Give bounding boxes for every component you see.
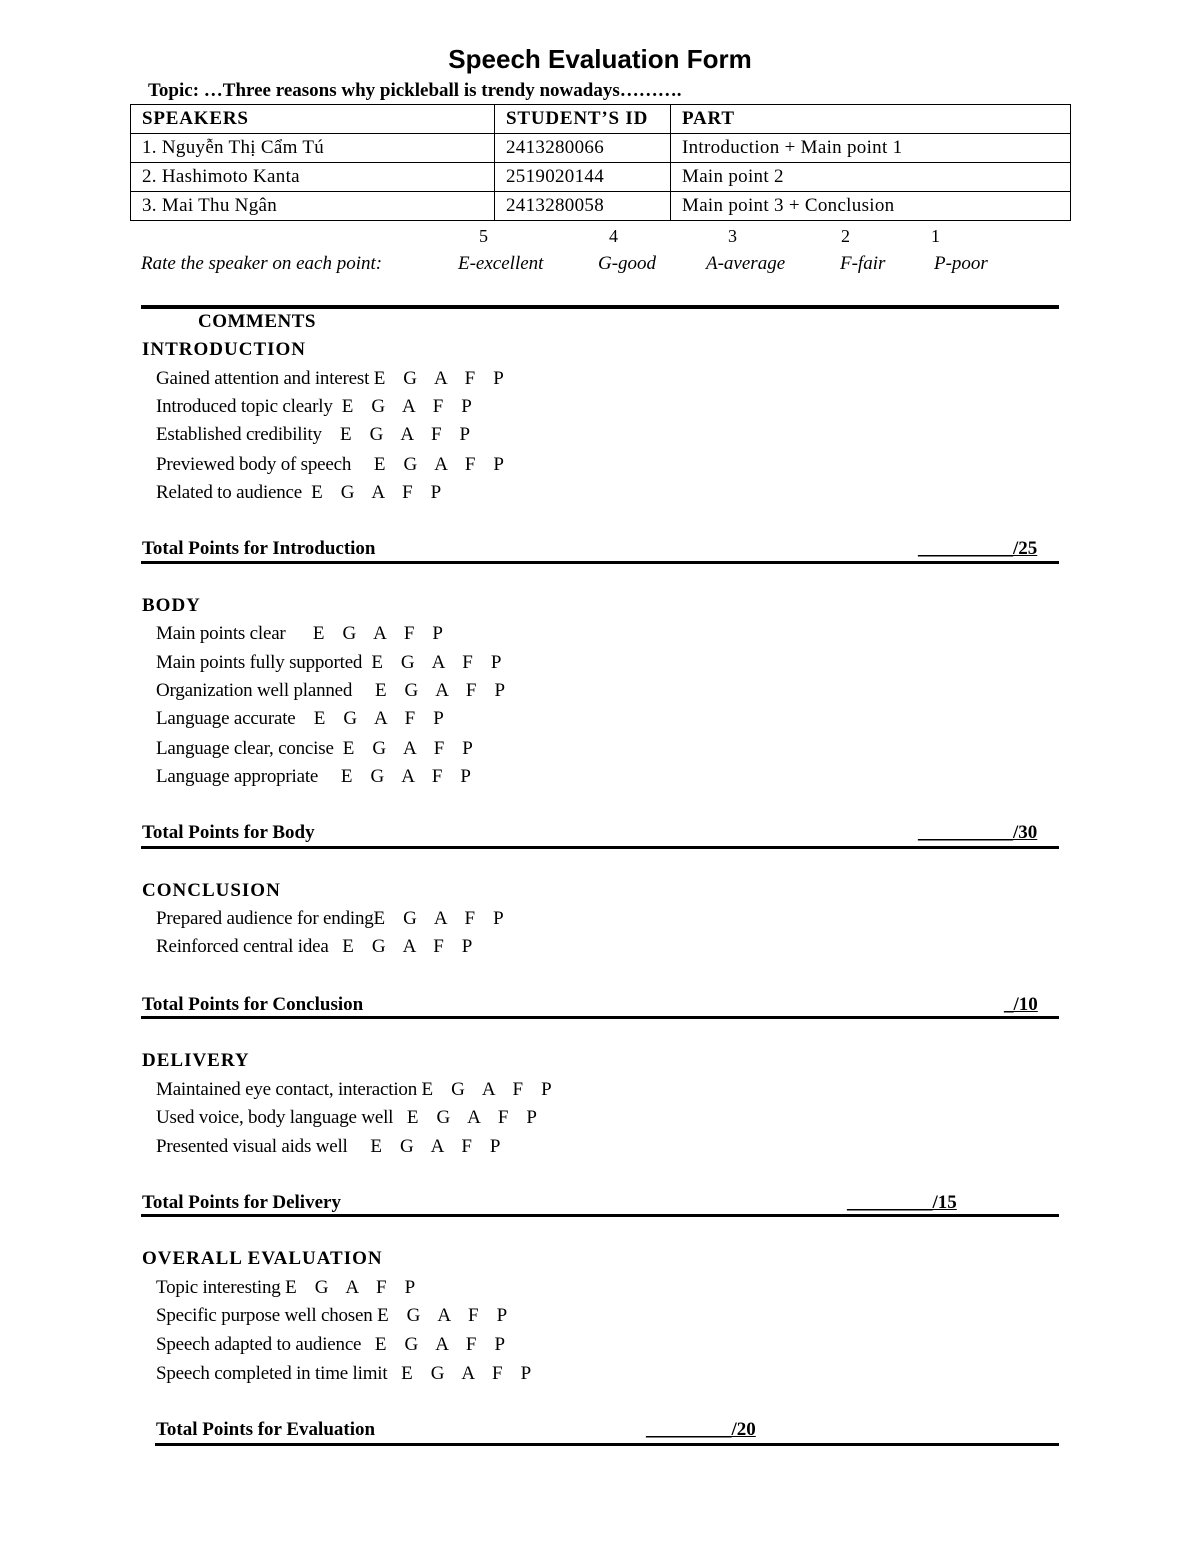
speaker-part: Main point 2 bbox=[671, 163, 1071, 192]
speaker-name: 1. Nguyễn Thị Cẩm Tú bbox=[131, 134, 495, 163]
rating-item: Maintained eye contact, interaction E G A F P bbox=[156, 1079, 552, 1100]
divider bbox=[141, 305, 1059, 309]
score-introduction: __________/25 bbox=[918, 538, 1038, 559]
table-row bbox=[131, 134, 1071, 163]
rating-item: Specific purpose well chosen E G A F P bbox=[156, 1305, 507, 1326]
rating-item: Reinforced central idea E G A F P bbox=[156, 936, 473, 957]
rating-item: Organization well planned E G A F P bbox=[156, 680, 505, 701]
total-label-delivery: Total Points for Delivery bbox=[142, 1192, 341, 1213]
rating-item: Main points clear E G A F P bbox=[156, 623, 443, 644]
rating-item: Speech adapted to audience E G A F P bbox=[156, 1334, 505, 1355]
comments-label: COMMENTS bbox=[198, 311, 316, 332]
section-heading-conclusion: CONCLUSION bbox=[142, 880, 281, 901]
speaker-name: 3. Mai Thu Ngân bbox=[131, 192, 495, 221]
section-heading-introduction: INTRODUCTION bbox=[142, 339, 307, 360]
divider bbox=[141, 561, 1059, 564]
rating-item: Introduced topic clearly E G A F P bbox=[156, 396, 472, 417]
speaker-part: Main point 3 + Conclusion bbox=[671, 192, 1071, 221]
rating-item: Related to audience E G A F P bbox=[156, 482, 442, 503]
scale-number-1: 1 bbox=[931, 226, 940, 246]
rating-item: Presented visual aids well E G A F P bbox=[156, 1136, 501, 1157]
rating-item: Established credibility E G A F P bbox=[156, 424, 470, 445]
score-delivery: _________/15 bbox=[847, 1192, 957, 1213]
rating-item: Gained attention and interest E G A F P bbox=[156, 368, 504, 389]
rating-item: Language clear, concise E G A F P bbox=[156, 738, 473, 759]
student-id: 2413280066 bbox=[495, 134, 671, 163]
scale-label-fair: F-fair bbox=[840, 253, 886, 274]
total-label-body: Total Points for Body bbox=[142, 822, 315, 843]
speaker-name: 2. Hashimoto Kanta bbox=[131, 163, 495, 192]
scale-number-5: 5 bbox=[479, 226, 488, 246]
score-conclusion: _/10 bbox=[1004, 994, 1038, 1015]
table-row bbox=[131, 192, 1071, 221]
rating-item: Topic interesting E G A F P bbox=[156, 1277, 415, 1298]
section-heading-overall: OVERALL EVALUATION bbox=[142, 1248, 383, 1269]
speaker-part: Introduction + Main point 1 bbox=[671, 134, 1071, 163]
divider bbox=[141, 1214, 1059, 1217]
scale-label-excellent: E-excellent bbox=[458, 253, 544, 274]
header-speakers: SPEAKERS bbox=[131, 105, 495, 134]
scale-prompt: Rate the speaker on each point: bbox=[141, 253, 383, 274]
scale-number-3: 3 bbox=[728, 226, 737, 246]
scale-number-4: 4 bbox=[609, 226, 618, 246]
scale-label-good: G-good bbox=[598, 253, 657, 274]
rating-item: Previewed body of speech E G A F P bbox=[156, 454, 504, 475]
divider bbox=[141, 846, 1059, 849]
rating-item: Speech completed in time limit E G A F P bbox=[156, 1363, 531, 1384]
rating-item: Language accurate E G A F P bbox=[156, 708, 444, 729]
form-title: Speech Evaluation Form bbox=[448, 44, 752, 74]
total-label-introduction: Total Points for Introduction bbox=[142, 538, 376, 559]
student-id: 2519020144 bbox=[495, 163, 671, 192]
score-evaluation: _________/20 bbox=[646, 1419, 756, 1440]
rating-item: Language appropriate E G A F P bbox=[156, 766, 471, 787]
score-body: __________/30 bbox=[918, 822, 1038, 843]
scale-label-poor: P-poor bbox=[934, 253, 988, 274]
table-header-row bbox=[131, 105, 1071, 134]
scale-number-2: 2 bbox=[841, 226, 850, 246]
total-label-conclusion: Total Points for Conclusion bbox=[142, 994, 364, 1015]
student-id: 2413280058 bbox=[495, 192, 671, 221]
divider bbox=[155, 1443, 1059, 1446]
scale-label-average: A-average bbox=[706, 253, 786, 274]
divider bbox=[141, 1016, 1059, 1019]
speakers-table bbox=[130, 104, 1071, 221]
rating-item: Used voice, body language well E G A F P bbox=[156, 1107, 537, 1128]
rating-item: Prepared audience for endingE G A F P bbox=[156, 908, 504, 929]
section-heading-delivery: DELIVERY bbox=[142, 1050, 250, 1071]
topic-line: Topic: …Three reasons why pickleball is trendy nowadays………. bbox=[148, 80, 682, 101]
section-heading-body: BODY bbox=[142, 595, 201, 616]
header-student-id: STUDENT’S ID bbox=[495, 105, 671, 134]
table-row bbox=[131, 163, 1071, 192]
header-part: PART bbox=[671, 105, 1071, 134]
total-label-evaluation: Total Points for Evaluation bbox=[156, 1419, 376, 1440]
rating-item: Main points fully supported E G A F P bbox=[156, 652, 502, 673]
